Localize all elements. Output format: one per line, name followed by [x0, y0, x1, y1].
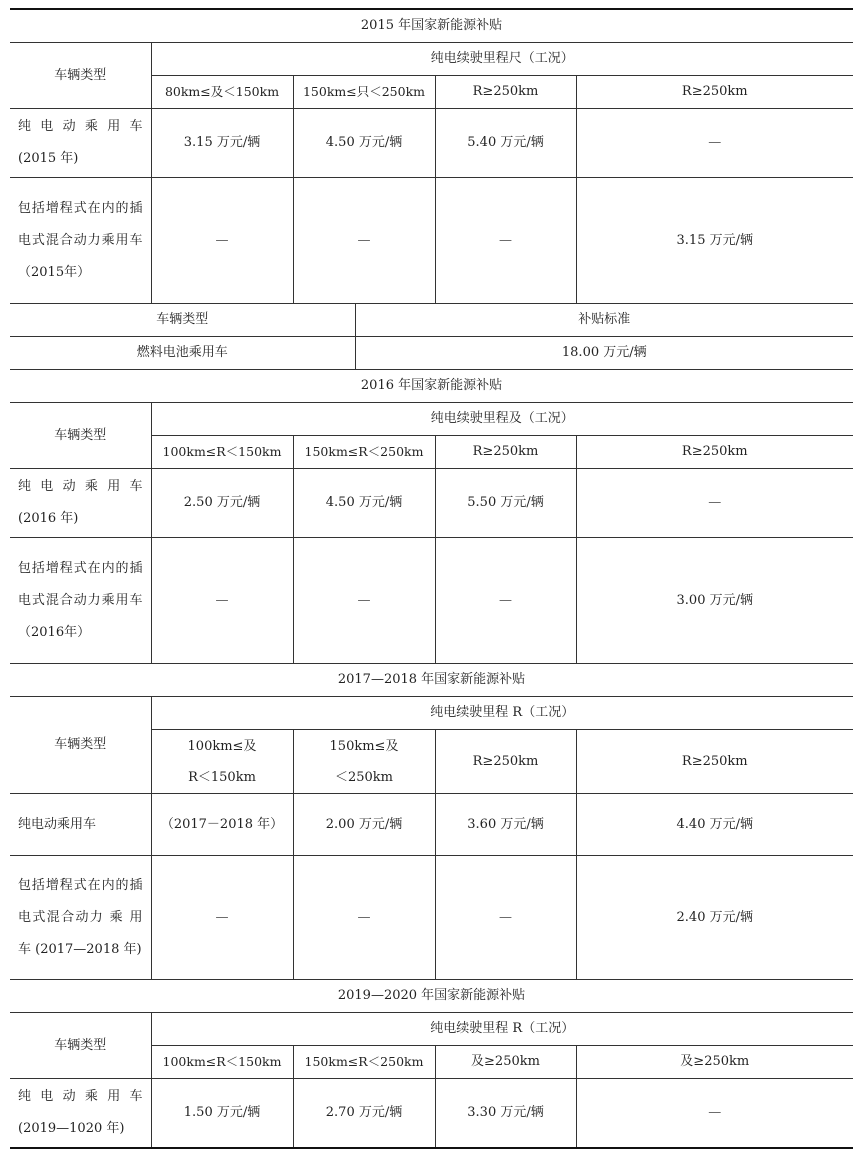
subsidy-cell: —	[151, 178, 293, 304]
header-row	[10, 43, 853, 76]
vehicle-label: 纯电动乘用车	[10, 794, 151, 856]
section-title-row	[10, 370, 853, 403]
fuel-cell-type-header: 车辆类型	[10, 304, 355, 337]
subsidy-cell: 5.40 万元/辆	[435, 109, 576, 178]
range-col-line: 100km≤及	[187, 738, 257, 754]
subsidy-cell: 3.00 万元/辆	[576, 538, 853, 664]
range-col: 100km≤R＜150km	[151, 436, 293, 469]
subsidy-cell: 2.40 万元/辆	[576, 856, 853, 980]
subsidy-cell: 2.50 万元/辆	[151, 469, 293, 538]
header-row	[10, 697, 853, 730]
subsidy-cell: 1.50 万元/辆	[151, 1079, 293, 1149]
subsidy-cell: 4.50 万元/辆	[293, 469, 435, 538]
range-col	[151, 730, 293, 794]
subsidy-cell: 3.15 万元/辆	[576, 178, 853, 304]
subsidy-cell: —	[151, 538, 293, 664]
section-title-row	[10, 9, 853, 43]
vehicle-label: 纯 电 动 乘 用 车 (2015 年)	[10, 109, 151, 178]
range-header: 纯电续驶里程及（工况）	[151, 403, 853, 436]
subsidy-cell: —	[151, 856, 293, 980]
vehicle-label: 纯 电 动 乘 用 车 (2016 年)	[10, 469, 151, 538]
subsidy-cell: 4.50 万元/辆	[293, 109, 435, 178]
range-col: R≥250km	[576, 436, 853, 469]
section-title: 2016 年国家新能源补贴	[10, 370, 853, 403]
range-col	[293, 730, 435, 794]
range-col-line: ＜250km	[334, 769, 394, 785]
range-col-line: R＜150km	[188, 769, 256, 785]
subsidy-cell: —	[435, 538, 576, 664]
section-title-row	[10, 664, 853, 697]
subsidy-cell: —	[293, 178, 435, 304]
table-row	[10, 178, 853, 304]
subsidy-cell: （2017－2018 年）	[151, 794, 293, 856]
table-row	[10, 1079, 853, 1149]
subsidy-cell: —	[293, 856, 435, 980]
range-col: R≥250km	[576, 76, 853, 109]
subsidy-cell: 3.60 万元/辆	[435, 794, 576, 856]
vehicle-type-header: 车辆类型	[10, 43, 151, 109]
range-col: 150km≤R＜250km	[293, 1046, 435, 1079]
subsidy-cell: 5.50 万元/辆	[435, 469, 576, 538]
fuel-cell-header-row	[10, 304, 853, 337]
subsidy-cell: 3.15 万元/辆	[151, 109, 293, 178]
range-col: R≥250km	[435, 76, 576, 109]
fuel-cell-label: 燃料电池乘用车	[10, 337, 355, 370]
section-title: 2017—2018 年国家新能源补贴	[10, 664, 853, 697]
subsidy-cell: —	[576, 1079, 853, 1149]
subsidy-cell: —	[435, 856, 576, 980]
subsidy-cell: —	[576, 109, 853, 178]
header-row	[10, 403, 853, 436]
range-col: R≥250km	[435, 436, 576, 469]
range-col: 150km≤R＜250km	[293, 436, 435, 469]
subsidy-cell: 4.40 万元/辆	[576, 794, 853, 856]
subsidy-table	[10, 8, 853, 1149]
table-row	[10, 794, 853, 856]
subsidy-cell: 3.30 万元/辆	[435, 1079, 576, 1149]
section-title: 2019—2020 年国家新能源补贴	[10, 980, 853, 1013]
vehicle-label: 包括增程式在内的插电式混合动力乘用车（2016年）	[10, 538, 151, 664]
range-col: 80km≤及＜150km	[151, 76, 293, 109]
range-col: R≥250km	[435, 730, 576, 794]
vehicle-type-header: 车辆类型	[10, 697, 151, 794]
fuel-cell-value: 18.00 万元/辆	[355, 337, 853, 370]
section-title-row	[10, 980, 853, 1013]
section-title: 2015 年国家新能源补贴	[10, 9, 853, 43]
table-row	[10, 538, 853, 664]
vehicle-label: 包括增程式在内的插电式混合动力 乘 用 车 (2017—2018 年)	[10, 856, 151, 980]
range-header: 纯电续驶里程 R（工况）	[151, 697, 853, 730]
vehicle-type-header: 车辆类型	[10, 403, 151, 469]
range-header: 纯电续驶里程 R（工况）	[151, 1013, 853, 1046]
fuel-cell-row	[10, 337, 853, 370]
range-header: 纯电续驶里程尺（工况）	[151, 43, 853, 76]
vehicle-type-header: 车辆类型	[10, 1013, 151, 1079]
vehicle-label: 纯 电 动 乘 用 车 (2019—1020 年)	[10, 1079, 151, 1149]
subsidy-cell: —	[293, 538, 435, 664]
subsidy-cell: 2.00 万元/辆	[293, 794, 435, 856]
header-row	[10, 1013, 853, 1046]
range-col: R≥250km	[576, 730, 853, 794]
range-col: 及≥250km	[435, 1046, 576, 1079]
fuel-cell-standard-header: 补贴标准	[355, 304, 853, 337]
subsidy-cell: —	[435, 178, 576, 304]
vehicle-label: 包括增程式在内的插电式混合动力乘用车 （2015年）	[10, 178, 151, 304]
table-row	[10, 109, 853, 178]
subsidy-cell: 2.70 万元/辆	[293, 1079, 435, 1149]
range-col: 150km≤只＜250km	[293, 76, 435, 109]
range-col: 100km≤R＜150km	[151, 1046, 293, 1079]
table-row	[10, 469, 853, 538]
subsidy-cell: —	[576, 469, 853, 538]
range-col-line: 150km≤及	[329, 738, 399, 754]
table-row	[10, 856, 853, 980]
range-col: 及≥250km	[576, 1046, 853, 1079]
